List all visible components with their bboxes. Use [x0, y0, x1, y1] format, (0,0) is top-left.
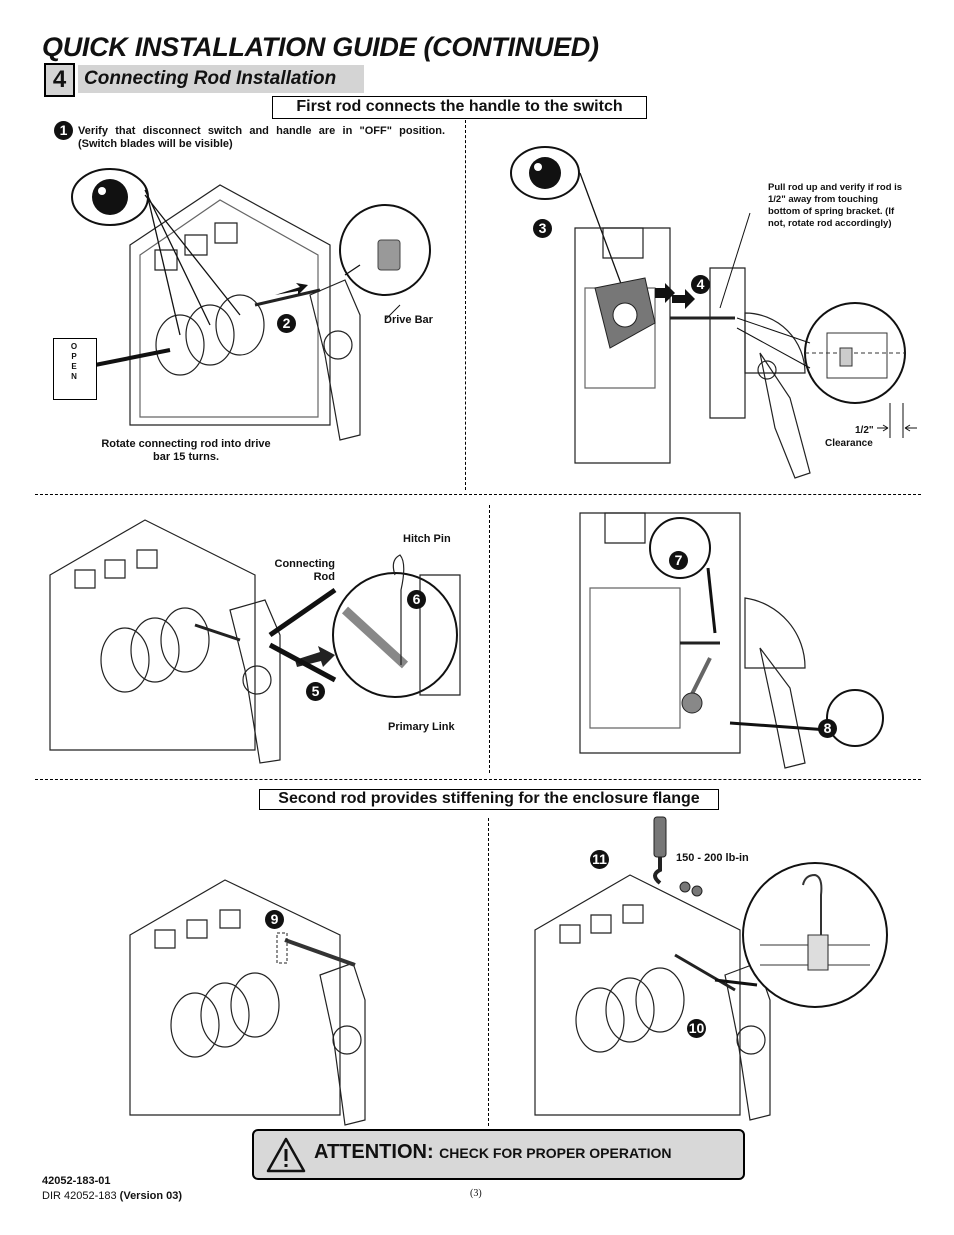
step-title: Connecting Rod Installation [78, 65, 364, 93]
divider-vertical-1 [465, 120, 466, 490]
section1-banner: First rod connects the handle to the switch [272, 96, 647, 119]
step-badge-3: 3 [533, 219, 552, 238]
dir-reference [42, 1189, 182, 1204]
section3-banner: Second rod provides stiffening for the enclosure flange [259, 789, 719, 810]
step-badge-10: 10 [688, 1020, 705, 1036]
page-title: QUICK INSTALLATION GUIDE (CONTINUED) [42, 32, 599, 62]
step-badge-6: 6 [407, 590, 426, 609]
step-badge-5: 5 [306, 682, 325, 701]
torque-label: 150 - 200 lb-in [676, 852, 749, 864]
clearance-value: 1/2" [855, 425, 874, 436]
attention-text [314, 1141, 671, 1164]
step-badge-4: 4 [691, 275, 710, 294]
primary-link-label: Primary Link [388, 721, 455, 733]
eye-icon-2 [511, 147, 579, 199]
attention-box [252, 1129, 745, 1180]
divider-horizontal-2 [35, 779, 921, 780]
step1-instruction: Verify that disconnect switch and handle are in "OFF" position. (Switch blades will be visible) [78, 125, 445, 150]
hitch-pin-label: Hitch Pin [403, 533, 451, 545]
attention-label: ATTENTION: [314, 1141, 434, 1163]
open-tag-text: OPEN [70, 342, 78, 381]
version: (Version 03) [119, 1190, 183, 1202]
pull-rod-instruction: Pull rod up and verify if rod is 1/2" away from touching bottom of spring bracket. (If not, rotate rod accordingly) [768, 182, 903, 229]
step-number-badge: 4 [44, 63, 75, 97]
step-badge-1: 1 [54, 121, 73, 140]
attention-message: CHECK FOR PROPER OPERATION [439, 1145, 672, 1161]
rotate-instruction: Rotate connecting rod into drive bar 15 turns. [101, 438, 271, 463]
divider-vertical-2 [489, 505, 490, 773]
eye-icon [72, 169, 148, 225]
switch-illustration-1 [60, 155, 455, 455]
open-indicator-tag [53, 338, 97, 400]
switch-illustration-5 [125, 875, 380, 1125]
step-badge-9: 9 [265, 910, 284, 929]
warning-triangle-icon [266, 1137, 306, 1173]
step-badge-2: 2 [277, 314, 296, 333]
step-badge-7: 7 [669, 551, 688, 570]
connecting-rod-label: Connecting Rod [274, 558, 335, 583]
step-badge-11: 11 [590, 850, 609, 869]
doc-number: 42052-183-01 [42, 1175, 111, 1187]
divider-vertical-3 [488, 818, 489, 1126]
divider-horizontal-1 [35, 494, 921, 495]
drive-bar-label: Drive Bar [384, 314, 433, 326]
page-number: (3) [470, 1188, 482, 1199]
switch-illustration-4 [570, 508, 885, 773]
clearance-label: Clearance [825, 438, 873, 449]
dir-prefix: DIR 42052-183 [42, 1190, 117, 1202]
step-badge-8: 8 [818, 719, 837, 738]
